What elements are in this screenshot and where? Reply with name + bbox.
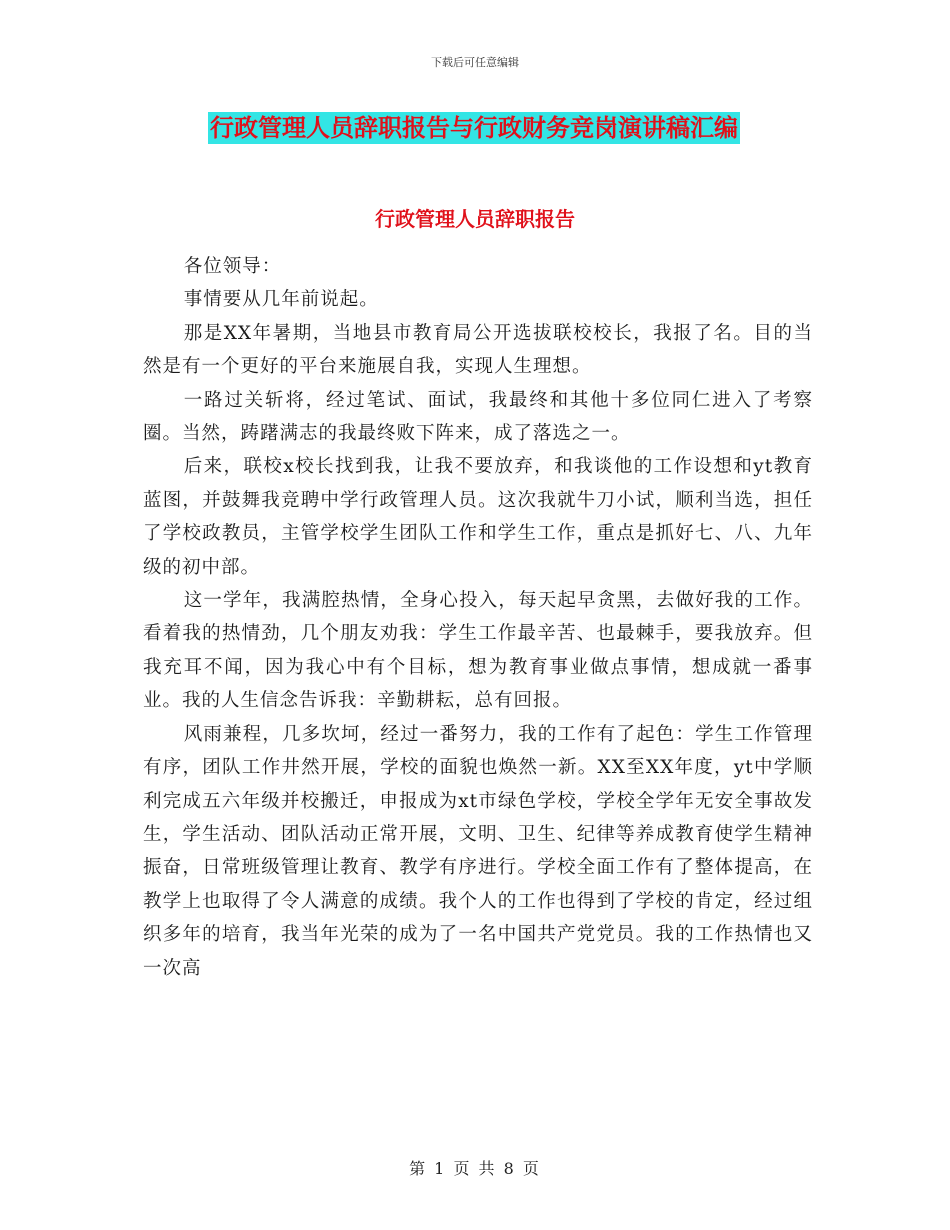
- page-footer-indicator: 第 1 页 共 8 页: [409, 1159, 541, 1178]
- paragraph: 这一学年，我满腔热情，全身心投入，每天起早贪黑，去做好我的工作。看着我的热情劲，几个朋友劝我：学生工作最辛苦、也最棘手，要我放弃。但我充耳不闻，因为我心中有个目标，想为教育事业做点事情，想成就一番事业。我的人生信念告诉我：辛勤耕耘，总有回报。: [143, 590, 813, 712]
- document-main-title: 行政管理人员辞职报告与行政财务竞岗演讲稿汇编: [210, 113, 738, 142]
- section-title: 行政管理人员辞职报告: [375, 207, 575, 231]
- paragraph: 那是XX年暑期，当地县市教育局公开选拔联校校长，我报了名。目的当然是有一个更好的平台来施展自我，实现人生理想。: [143, 322, 813, 378]
- salutation: 各位领导：: [183, 256, 282, 277]
- paragraph: 事情要从几年前说起。: [183, 289, 379, 311]
- document-body: [143, 250, 813, 985]
- paragraph: 一路过关斩将，经过笔试、面试，我最终和其他十多位同仁进入了考察圈。当然，踌躇满志的我最终败下阵来，成了落选之一。: [143, 389, 813, 445]
- paragraph: 后来，联校x校长找到我，让我不要放弃，和我谈他的工作设想和yt教育蓝图，并鼓舞我竞聘中学行政管理人员。这次我就牛刀小试，顺利当选，担任了学校政教员，主管学校学生团队工作和学生工作，重点是抓好七、八、九年级的初中部。: [143, 456, 813, 578]
- paragraph: 风雨兼程，几多坎坷，经过一番努力，我的工作有了起色：学生工作管理有序，团队工作井然开展，学校的面貌也焕然一新。XX至XX年度，yt中学顺利完成五六年级并校搬迁，申报成为xt市绿色学校，学校全学年无安全事故发生，学生活动、团队活动正常开展，文明、卫生、纪律等养成教育使学生精神振奋，日常班级管理让教育、教学有序进行。学校全面工作有了整体提高，在教学上也取得了令人满意的成绩。我个人的工作也得到了学校的肯定，经过组织多年的培育，我当年光荣的成为了一名中国共产党党员。我的工作热情也又一次高: [143, 723, 813, 979]
- page-header-note: 下载后可任意编辑: [431, 56, 519, 69]
